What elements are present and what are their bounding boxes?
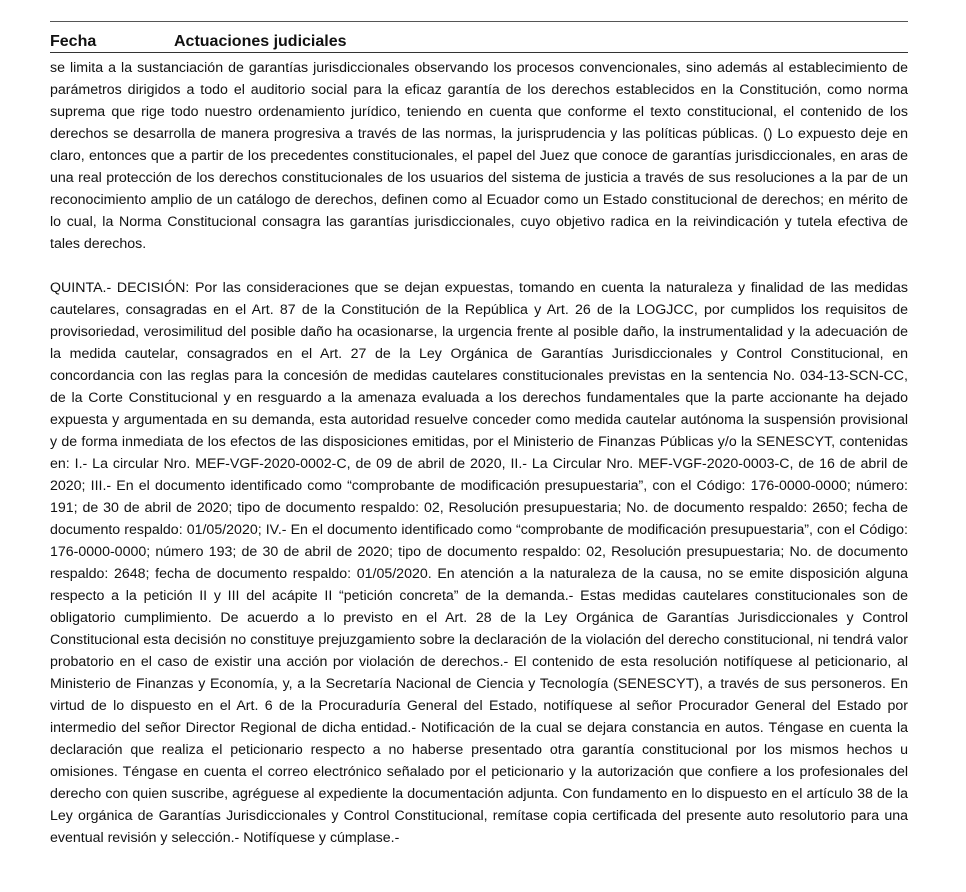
header-actuaciones-judiciales: Actuaciones judiciales	[174, 33, 347, 50]
document-body	[50, 57, 908, 849]
paragraph-continuation: se limita a la sustanciación de garantías jurisdiccionales observando los procesos convencionales, sino además al establecimiento de parámetros dirigidos a todo el auditorio social para la eficaz garantía de los derechos establecidos en la Constitución, como norma suprema que rige todo nuestro ordenamiento jurídico, teniendo en cuenta que conforme el texto constitucional, el contenido de los derechos se desarrolla de manera progresiva a través de las normas, la jurisprudencia y las políticas públicas. () Lo expuesto deje en claro, entonces que a partir de los precedentes constitucionales, el papel del Juez que conoce de garantías jurisdiccionales, en aras de una real protección de los derechos constitucionales de los usuarios del sistema de justicia a través de sus resoluciones a la par de un reconocimiento amplio de un catálogo de derechos, definen como al Ecuador como un Estado constitucional de derechos; en mérito de lo cual, la Norma Constitucional consagra las garantías jurisdiccionales, cuyo objetivo radica en la reivindicación y tutela efectiva de tales derechos.	[50, 60, 908, 252]
paragraph-quinta-decision: QUINTA.- DECISIÓN: Por las consideraciones que se dejan expuestas, tomando en cuenta la naturaleza y finalidad de las medidas cautelares, consagradas en el Art. 87 de la Constitución de la República y Art. 26 de la LOGJCC, por cumplidos los requisitos de provisoriedad, verosimilitud del posible daño ha ocasionarse, la urgencia frente al posible daño, la instrumentalidad y la adecuación de la medida cautelar, consagrados en el Art. 27 de la Ley Orgánica de Garantías Jurisdiccionales y Control Constitucional, en concordancia con las reglas para la concesión de medidas cautelares constitucionales previstas en la sentencia No. 034-13-SCN-CC, de la Corte Constitucional y en resguardo a la amenaza evaluada a los derechos fundamentales que la parte accionante ha dejado expuesta y argumentada en su demanda, esta autoridad resuelve conceder como medida cautelar autónoma la suspensión provisional y de forma inmediata de los efectos de las disposiciones emitidas, por el Ministerio de Finanzas Públicas y/o la SENESCYT, contenidas en: I.- La circular Nro. MEF-VGF-2020-0002-C, de 09 de abril de 2020, II.- La Circular Nro. MEF-VGF-2020-0003-C, de 16 de abril de 2020; III.- En el documento identificado como “comprobante de modificación presupuestaria”, con el Código: 176-0000-0000; número: 191; de 30 de abril de 2020; tipo de documento respaldo: 02, Resolución presupuestaria; No. de documento respaldo: 2650; fecha de documento respaldo: 01/05/2020; IV.- En el documento identificado como “comprobante de modificación presupuestaria”, con el Código: 176-0000-0000; número 193; de 30 de abril de 2020; tipo de documento respaldo: 02, Resolución presupuestaria; No. de documento respaldo: 2648; fecha de documento respaldo: 01/05/2020. En atención a la naturaleza de la causa, no se emite disposición alguna respecto a la petición II y III del acápite II “petición concreta” de la demanda.- Estas medidas cautelares constitucionales son de obligatorio cumplimiento. De acuerdo a lo previsto en el Art. 28 de la Ley Orgánica de Garantías Jurisdiccionales y Control Constitucional esta decisión no constituye prejuzgamiento sobre la declaración de la violación del derecho constitucional, ni tendrá valor probatorio en el caso de existir una acción por violación de derechos.- El contenido de esta resolución notifíquese al peticionario, al Ministerio de Finanzas y Economía, y, a la Secretaría Nacional de Ciencia y Tecnología (SENESCYT), a través de sus personeros. En virtud de lo dispuesto en el Art. 6 de la Procuraduría General del Estado, notifíquese al señor Procurador General del Estado por intermedio del señor Director Regional de dicha entidad.- Notificación de la cual se dejara constancia en autos. Téngase en cuenta la declaración que realiza el peticionario respecto a no haberse presentado otra garantía constitucional por los mismos hechos u omisiones. Téngase en cuenta el correo electrónico señalado por el peticionario y la autorización que confiere a los profesionales del derecho con quien suscribe, agréguese al expediente la documentación adjunta. Con fundamento en lo dispuesto en el artículo 38 de la Ley orgánica de Garantías Jurisdiccionales y Control Constitucional, remítase copia certificada del presente auto resolutorio para una eventual revisión y selección.- Notifíquese y cúmplase.-	[50, 280, 908, 846]
header-fecha: Fecha	[50, 33, 97, 50]
table-header	[50, 33, 908, 53]
top-divider	[50, 21, 908, 22]
